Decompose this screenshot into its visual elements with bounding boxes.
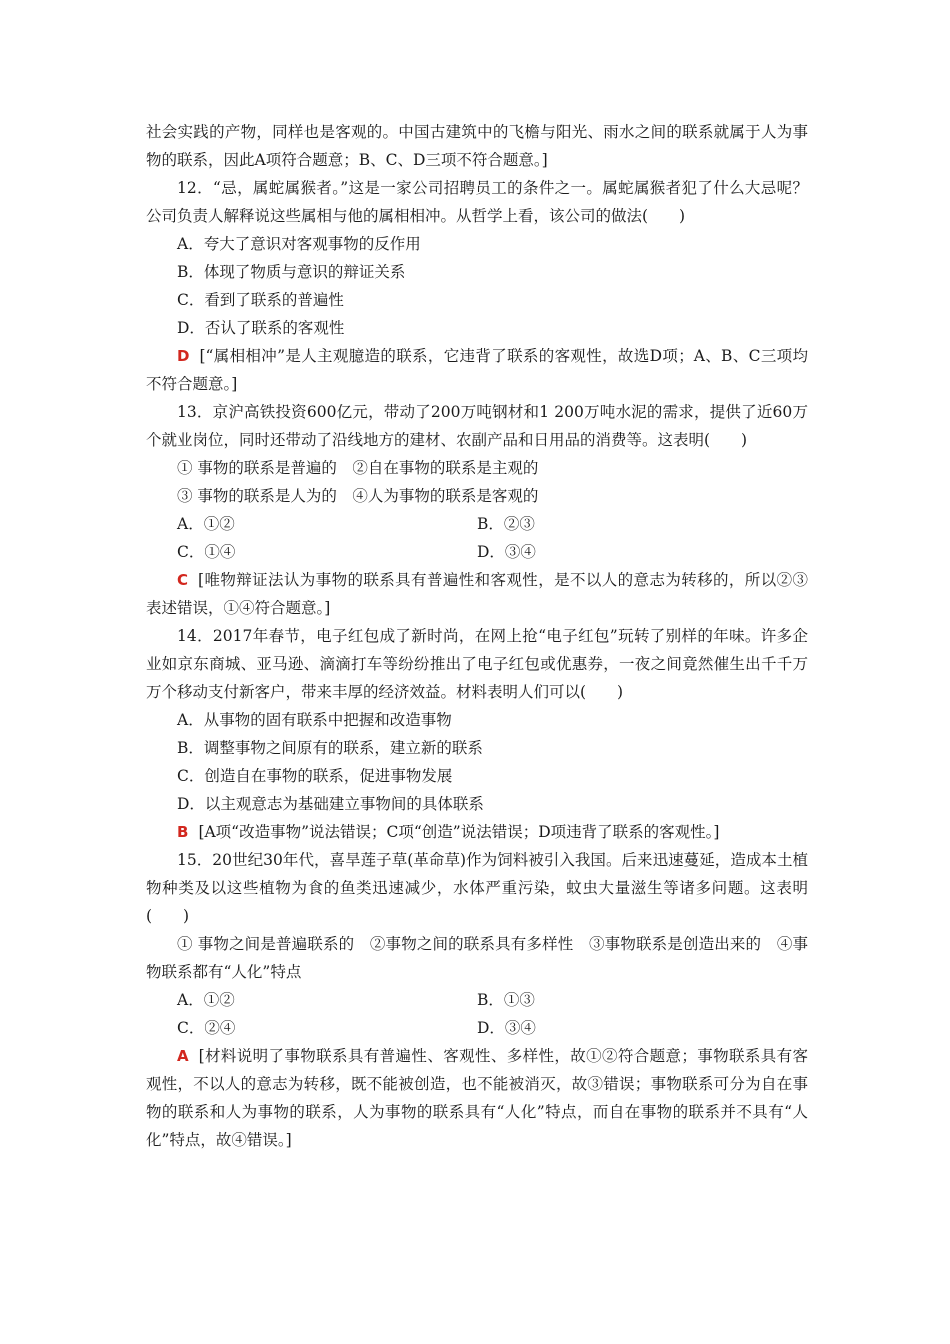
question-14-answer (146, 818, 808, 846)
question-14-stem: 14．2017年春节，电子红包成了新时尚，在网上抢“电子红包”玩转了别样的年味。许多企业如京东商城、亚马逊、滴滴打车等纷纷推出了电子红包或优惠券，一夜之间竟然催生出千千万万个移动支付新客户，带来丰厚的经济效益。材料表明人们可以( ) (146, 627, 808, 701)
question-15-options-row-1 (146, 986, 808, 1014)
answer-explanation: [A项“改造事物”说法错误；C项“创造”说法错误；D项违背了联系的客观性。] (198, 823, 720, 841)
question-12-stem: 12．“忌，属蛇属猴者。”这是一家公司招聘员工的条件之一。属蛇属猴者犯了什么大忌呢？公司负责人解释说这些属相与他的属相相冲。从哲学上看，该公司的做法( ) (146, 179, 808, 225)
question-13-option-b: B．②③ (477, 515, 535, 533)
question-14-option-a: A．从事物的固有联系中把握和改造事物 (177, 711, 452, 729)
question-14-option-b: B．调整事物之间原有的联系，建立新的联系 (177, 739, 483, 757)
question-14-option-c: C．创造自在事物的联系，促进事物发展 (177, 767, 453, 785)
question-14-option-d: D．以主观意志为基础建立事物间的具体联系 (177, 795, 484, 813)
document-page (146, 118, 808, 1154)
question-13-options-row-1 (146, 510, 808, 538)
question-12-answer (146, 342, 808, 398)
answer-explanation: [唯物辩证法认为事物的联系具有普遍性和客观性，是不以人的意志为转移的，所以②③表述错误，①④符合题意。] (146, 571, 808, 617)
answer-letter: C (177, 571, 189, 589)
question-15-option-b: B．①③ (477, 991, 535, 1009)
question-13-option-c: C．①④ (177, 543, 236, 561)
question-13-option-a: A．①② (177, 515, 235, 533)
answer-letter: B (177, 823, 189, 841)
question-13-statements-2: ③ 事物的联系是人为的 ④人为事物的联系是客观的 (177, 487, 539, 505)
question-15-statements: ① 事物之间是普遍联系的 ②事物之间的联系具有多样性 ③事物联系是创造出来的 ④事物联系都有“人化”特点 (146, 935, 808, 981)
question-12-option-a: A．夸大了意识对客观事物的反作用 (177, 235, 421, 253)
question-12-option-c: C．看到了联系的普遍性 (177, 291, 344, 309)
question-15-option-c: C．②④ (177, 1019, 236, 1037)
question-13-option-d: D．③④ (477, 543, 536, 561)
question-13-statements-1: ① 事物的联系是普遍的 ②自在事物的联系是主观的 (177, 459, 539, 477)
question-15-stem: 15．20世纪30年代，喜旱莲子草(革命草)作为饲料被引入我国。后来迅速蔓延，造成本土植物种类及以这些植物为食的鱼类迅速减少，水体严重污染，蚊虫大量滋生等诸多问题。这表明( ) (146, 851, 808, 925)
answer-explanation: [材料说明了事物联系具有普遍性、客观性、多样性，故①②符合题意；事物联系具有客观性，不以人的意志为转移，既不能被创造，也不能被消灭，故③错误；事物联系可分为自在事物的联系和人为事物的联系，人为事物的联系具有“人化”特点，而自在事物的联系并不具有“人化”特点，故④错误。] (146, 1047, 808, 1149)
question-12-option-d: D．否认了联系的客观性 (177, 319, 345, 337)
answer-letter: D (177, 347, 190, 365)
question-15-answer (146, 1042, 808, 1154)
answer-letter: A (177, 1047, 189, 1065)
question-15-option-d: D．③④ (477, 1019, 536, 1037)
question-13-stem: 13．京沪高铁投资600亿元，带动了200万吨钢材和1 200万吨水泥的需求，提供了近60万个就业岗位，同时还带动了沿线地方的建材、农副产品和日用品的消费等。这表明( ) (146, 403, 808, 449)
question-13-answer (146, 566, 808, 622)
question-12-option-b: B．体现了物质与意识的辩证关系 (177, 263, 406, 281)
question-15-options-row-2 (146, 1014, 808, 1042)
answer-explanation: [“属相相冲”是人主观臆造的联系，它违背了联系的客观性，故选D项；A、B、C三项均不符合题意。] (146, 347, 808, 393)
previous-answer-continuation: 社会实践的产物，同样也是客观的。中国古建筑中的飞檐与阳光、雨水之间的联系就属于人为事物的联系，因此A项符合题意；B、C、D三项不符合题意。] (146, 123, 808, 169)
question-15-option-a: A．①② (177, 991, 235, 1009)
question-13-options-row-2 (146, 538, 808, 566)
